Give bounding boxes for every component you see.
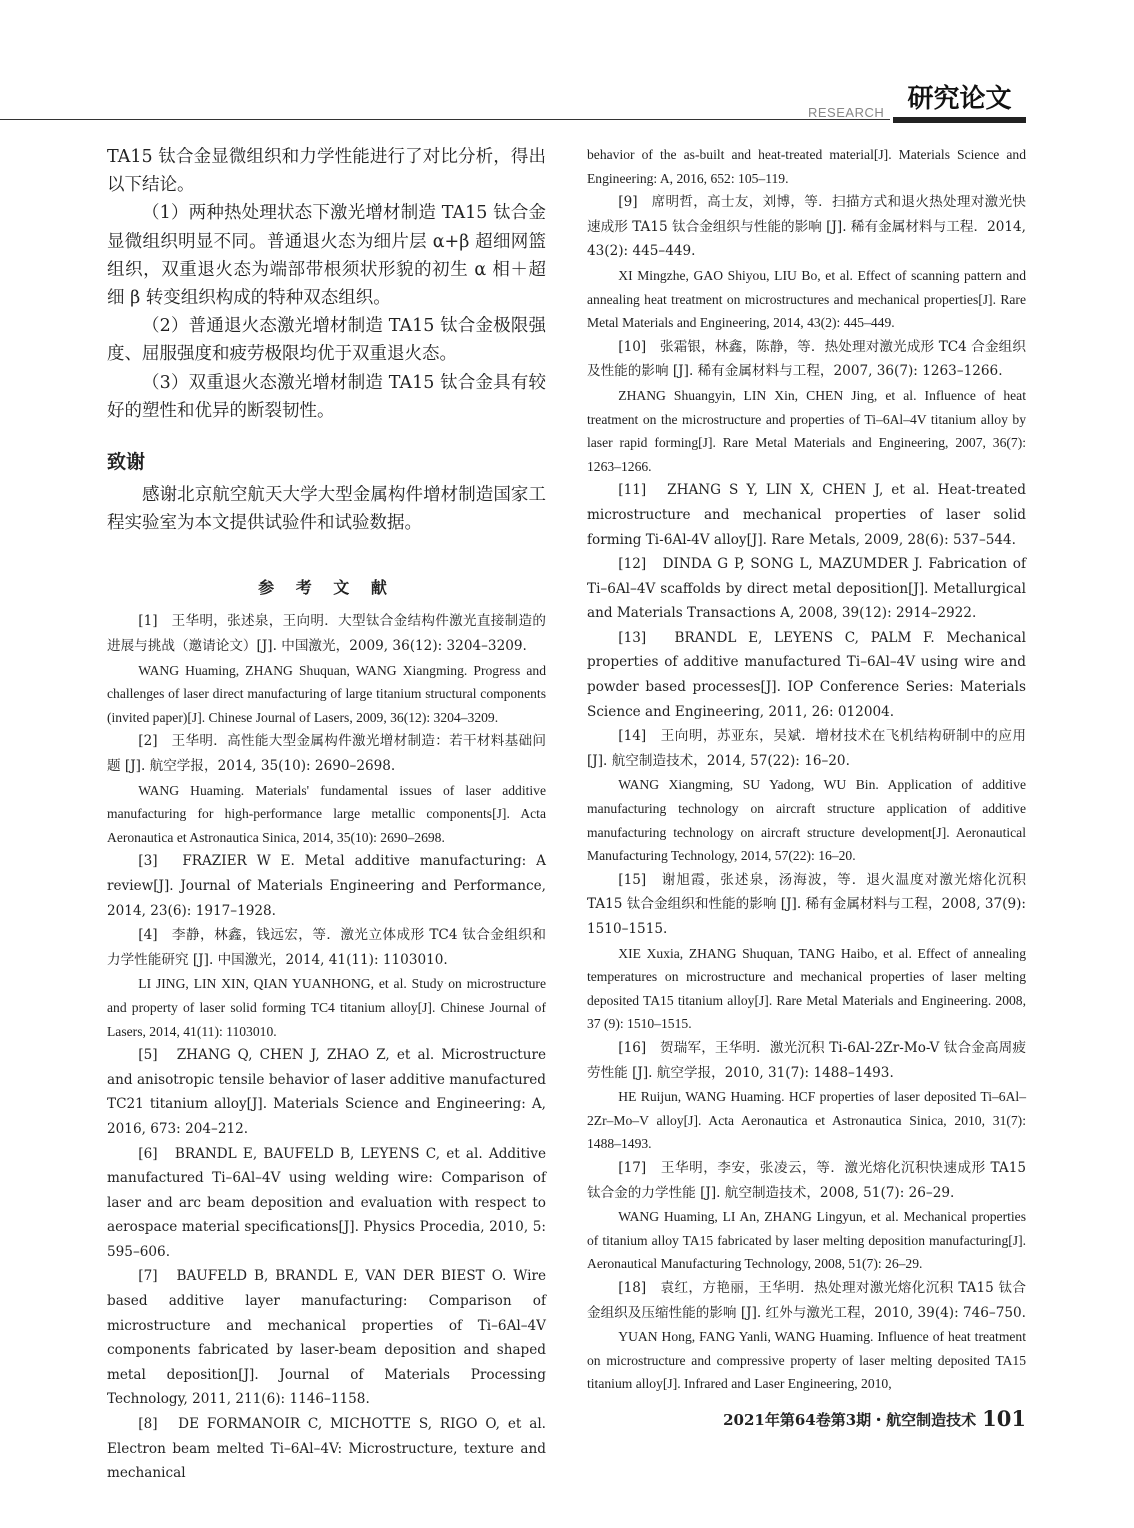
reference-item (107, 1142, 546, 1265)
reference-cn: [8] DE FORMANOIR C, MICHOTTE S, RIGO O, et al. Electron beam melted Ti–6Al–4V: Microstructure, texture and mechanical (107, 1416, 546, 1482)
reference-item (107, 849, 546, 923)
reference-en: XI Mingzhe, GAO Shiyou, LIU Bo, et al. Effect of scanning pattern and annealing heat treatment on microstructures and mechanical properties[J]. Rare Metal Materials and Engineering, 2014, 43(2): 445–449. (587, 267, 1026, 331)
reference-en: HE Ruijun, WANG Huaming. HCF properties of laser deposited Ti–6Al–2Zr–Mo–V alloy[J]. Acta Aeronautica et Astronautica Sinica, 2010, 31(7): 1488–1493. (587, 1089, 1026, 1152)
reference-item (587, 1276, 1026, 1396)
reference-item (587, 724, 1026, 868)
reference-cn: [9] 席明哲，高士友，刘博，等．扫描方式和退火热处理对激光快速成形 TA15 钛合金组织与性能的影响 [J]. 稀有金属材料与工程．2014, 43(2): 445–449. (587, 194, 1026, 260)
reference-cn: [18] 袁红，方艳丽，王华明．热处理对激光熔化沉积 TA15 钛合金组织及压缩性能的影响 [J]. 红外与激光工程，2010, 39(4): 746–750. (587, 1279, 1027, 1321)
page-number: 101 (982, 1406, 1026, 1431)
reference-item (587, 1036, 1026, 1156)
reference-cn: [17] 王华明，李安，张凌云，等．激光熔化沉积快速成形 TA15 钛合金的力学性能 [J]. 航空制造技术，2008, 51(7): 26–29. (587, 1159, 1026, 1201)
reference-cn: [13] BRANDL E, LEYENS C, PALM F. Mechanical properties of additive manufactured Ti–6Al–4V using wire and powder based processes[J]. IOP Conference Series: Materials Science and Engineering, 2011, 26: 012004. (587, 629, 1026, 720)
reference-cn: [1] 王华明，张述泉，王向明．大型钛合金结构件激光直接制造的进展与挑战（邀请论文）[J]. 中国激光，2009, 36(12): 3204–3209. (107, 613, 546, 655)
reference-item (107, 1412, 546, 1486)
reference-cn: [16] 贺瑞军，王华明．激光沉积 Ti-6Al-2Zr-Mo-V 钛合金高周疲劳性能 [J]. 航空学报，2010, 31(7): 1488–1493. (587, 1039, 1026, 1081)
reference-cn: [2] 王华明．高性能大型金属构件激光增材制造：若干材料基础问题 [J]. 航空学报，2014, 35(10): 2690–2698. (107, 733, 546, 774)
reference-cn: [12] DINDA G P, SONG L, MAZUMDER J. Fabrication of Ti–6Al–4V scaffolds by direct metal deposition[J]. Metallurgical and Materials Transactions A, 2008, 39(12): 2914–2922. (587, 556, 1026, 622)
reference-item (587, 1156, 1026, 1276)
section-label-cn: 研究论文 (893, 82, 1026, 123)
reference-cn: [11] ZHANG S Y, LIN X, CHEN J, et al. Heat-treated microstructure and mechanical properties of laser solid forming Ti-6Al-4V alloy[J]. Rare Metals, 2009, 28(6): 537–544. (587, 482, 1026, 548)
reference-item (107, 729, 546, 849)
conclusion-intro: TA15 钛合金显微组织和力学性能进行了对比分析，得出以下结论。 (107, 147, 546, 196)
reference-item (107, 923, 546, 1043)
reference-en: ZHANG Shuangyin, LIN Xin, CHEN Jing, et al. Influence of heat treatment on the microstructure and properties of Ti–6Al–4V titanium alloy by laser rapid forming[J]. Rare Metal Materials and Engineering, 2007, 36(7): 1263–1266. (587, 387, 1026, 474)
left-column (107, 143, 546, 1486)
reference-en: WANG Huaming, LI An, ZHANG Lingyun, et al. Mechanical properties of titanium alloy TA15 fabricated by laser melting deposition manufacturing[J]. Aeronautical Manufacturing Technology, 2008, 51(7): 26–29. (587, 1209, 1026, 1272)
reference-en: WANG Xiangming, SU Yadong, WU Bin. Application of additive manufacturing technology on aircraft structure application of additive manufacturing technology on aircraft structure development[J]. Aeronautical Manufacturing Technology, 2014, 57(22): 16–20. (587, 777, 1026, 864)
conclusion-1: （1）两种热处理状态下激光增材制造 TA15 钛合金显微组织明显不同。普通退火态为细片层 α+β 超细网篮组织，双重退火态为端部带根须状形貌的初生 α 相＋超细 β 转变组织构成的特种双态组织。 (107, 203, 546, 309)
reference-en: XIE Xuxia, ZHANG Shuquan, TANG Haibo, et al. Effect of annealing temperatures on microstructure and mechanical properties of laser melting deposited TA15 titanium alloy[J]. Rare Metal Materials and Engineering. 2008, 37 (9): 1510–1515. (587, 945, 1026, 1032)
conclusion-2: （2）普通退火态激光增材制造 TA15 钛合金极限强度、屈服强度和疲劳极限均优于双重退火态。 (107, 316, 546, 365)
reference-en: YUAN Hong, FANG Yanli, WANG Huaming. Influence of heat treatment on microstructure and compressive property of laser melting deposited TA15 titanium alloy[J]. Infrared and Laser Engineering, 2010, (587, 1329, 1026, 1392)
reference-item (587, 868, 1026, 1036)
reference-list-right (587, 143, 1026, 1396)
reference-en: WANG Huaming, ZHANG Shuquan, WANG Xiangming. Progress and challenges of laser direct manufacturing of large titanium structural components (invited paper)[J]. Chinese Journal of Lasers, 2009, 36(12): 3204–3209. (107, 662, 546, 725)
reference-item (587, 190, 1026, 335)
reference-cn: [3] FRAZIER W E. Metal additive manufacturing: A review[J]. Journal of Materials Engineering and Performance, 2014, 23(6): 1917–1928. (107, 853, 546, 919)
reference-item (587, 478, 1026, 552)
header-rule (0, 119, 890, 120)
reference-item (587, 335, 1026, 479)
acknowledgement-text: 感谢北京航空航天大学大型金属构件增材制造国家工程实验室为本文提供试验件和试验数据。 (107, 485, 546, 534)
reference-cn: [15] 谢旭霞，张述泉，汤海波，等．退火温度对激光熔化沉积 TA15 钛合金组织和性能的影响 [J]. 稀有金属材料与工程，2008, 37(9): 1510–1515. (587, 871, 1026, 937)
reference-en: WANG Huaming. Materials' fundamental issues of laser additive manufacturing for high-performance large metallic components[J]. Acta Aeronautica et Astronautica Sinica, 2014, 35(10): 2690–2698. (107, 782, 546, 845)
journal-issue: 2021年第64卷第3期・航空制造技术 (723, 1411, 977, 1429)
reference-item (107, 609, 546, 729)
reference-item (107, 1264, 546, 1412)
reference-item (107, 1043, 546, 1141)
reference-cn: [4] 李静，林鑫，钱远宏，等．激光立体成形 TC4 钛合金组织和力学性能研究 [J]. 中国激光，2014, 41(11): 1103010. (107, 927, 546, 968)
acknowledgement-heading: 致谢 (107, 451, 146, 474)
reference-en: LI JING, LIN XIN, QIAN YUANHONG, et al. Study on microstructure and property of laser solid forming TC4 titanium alloy[J]. Chinese Journal of Lasers, 2014, 41(11): 1103010. (107, 976, 546, 1039)
page-footer (700, 1404, 1026, 1435)
section-label-en: RESEARCH (808, 105, 885, 120)
reference-cn: [14] 王向明，苏亚东，吴斌．增材技术在飞机结构研制中的应用 [J]. 航空制造技术，2014, 57(22): 16–20. (587, 728, 1026, 769)
reference-continuation: behavior of the as-built and heat-treated material[J]. Materials Science and Engineering: A, 2016, 652: 105–119. (587, 147, 1026, 186)
conclusion-3: （3）双重退火态激光增材制造 TA15 钛合金具有较好的塑性和优异的断裂韧性。 (107, 372, 546, 421)
right-column (587, 143, 1026, 1396)
references-heading: 参 考 文 献 (258, 578, 395, 598)
reference-cn: [10] 张霜银，林鑫，陈静，等．热处理对激光成形 TC4 合金组织及性能的影响 [J]. 稀有金属材料与工程，2007, 36(7): 1263–1266. (587, 338, 1026, 380)
reference-item (587, 626, 1026, 724)
reference-cn: [7] BAUFELD B, BRANDL E, VAN DER BIEST O. Wire based additive layer manufacturing: Comparison of microstructure and mechanical properties of Ti–6Al–4V components fabricated by laser-beam deposition and shaped metal deposition[J]. Journal of Materials Processing Technology, 2011, 211(6): 1146–1158. (107, 1268, 546, 1408)
reference-cn: [6] BRANDL E, BAUFELD B, LEYENS C, et al. Additive manufactured Ti–6Al–4V using welding wire: Comparison of laser and arc beam deposition and evaluation with respect to aerospace material specifications[J]. Physics Procedia, 2010, 5: 595–606. (107, 1145, 546, 1260)
reference-list-left (107, 609, 546, 1485)
reference-item (587, 552, 1026, 626)
reference-cn: [5] ZHANG Q, CHEN J, ZHAO Z, et al. Microstructure and anisotropic tensile behavior of laser additive manufactured TC21 titanium alloy[J]. Materials Science and Engineering: A, 2016, 673: 204–212. (107, 1047, 546, 1137)
